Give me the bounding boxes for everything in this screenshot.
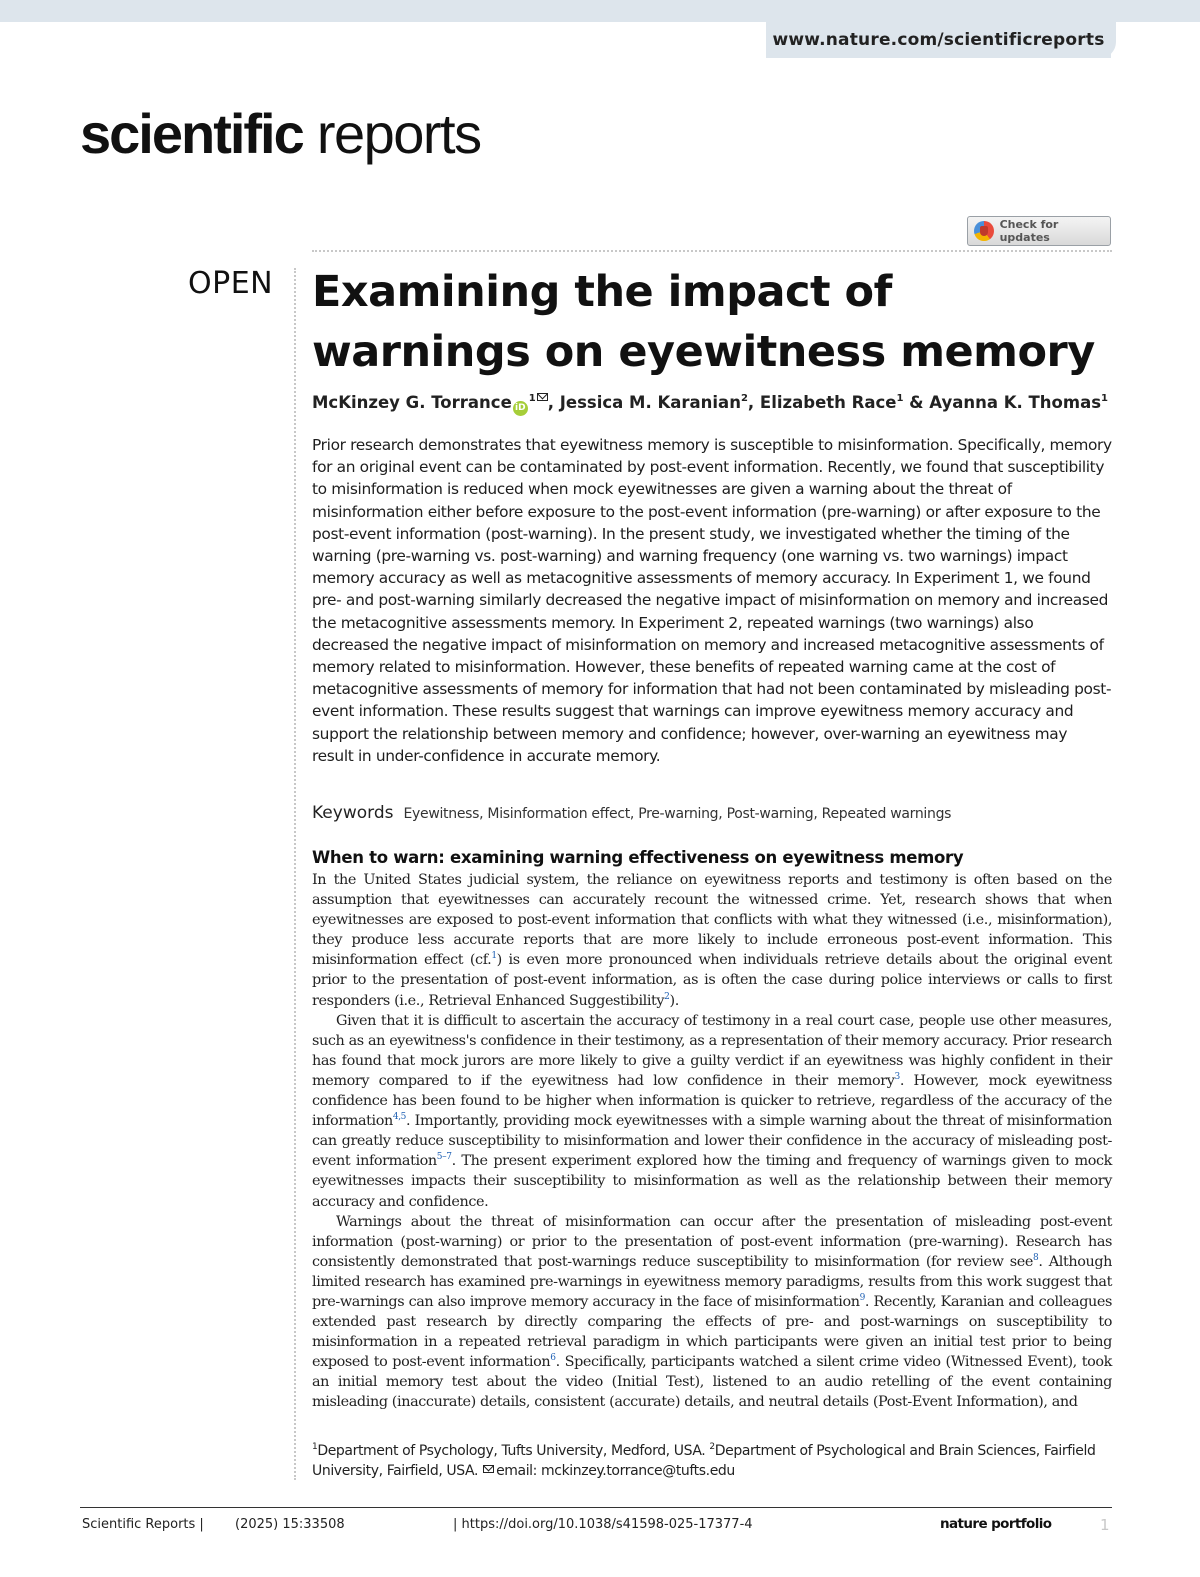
open-access-label: OPEN	[188, 266, 274, 301]
citation-link[interactable]: 8	[1033, 1252, 1039, 1263]
citation-link[interactable]: 6	[550, 1353, 556, 1364]
logo-light-text: reports	[302, 102, 481, 165]
author-name[interactable]: McKinzey G. Torrance	[312, 393, 512, 412]
body-text	[312, 870, 1112, 1413]
keywords	[312, 803, 1112, 823]
article-title: Examining the impact of warnings on eyewitness memory	[312, 267, 1095, 377]
section-heading: When to warn: examining warning effectiveness on eyewitness memory	[312, 848, 964, 867]
author-name[interactable]: , Elizabeth Race	[747, 393, 897, 412]
paragraph: Given that it is difficult to ascertain the accuracy of testimony in a real court case, people use other measures, such as an eyewitness's confidence in their testimony, as a representation of their memory accuracy. Prior research has found that mock jurors are more likely to give a guilty verdict if an eyewitness was highly confident in their memory compared to if the eyewitness had low confidence in their memory$^3$. However, mock eyewitness confidence has been found to be higher when information is quicker to retrieve, regardless of the accuracy of the information$^{4,5}$. Importantly, providing mock eyewitnesses with a simple warning about the threat of misinformation can greatly reduce susceptibility to misinformation and lower their confidence in the accuracy of misleading post-event information$^{5-7}$. The present experiment explored how the timing and frequency of warnings given to mock eyewitnesses impacts their susceptibility to misinformation as well as the relationship between their memory accuracy and confidence.	[312, 1012, 1112, 1210]
affiliation-ref: 1	[1101, 393, 1108, 404]
email-icon[interactable]	[537, 393, 548, 401]
citation-link[interactable]: 4,5	[392, 1112, 407, 1123]
author-name[interactable]: , Jessica M. Karanian	[547, 393, 741, 412]
journal-url-link[interactable]: www.nature.com/scientificreports	[766, 22, 1111, 58]
check-for-updates-label: Check for updates	[999, 218, 1059, 244]
citation-link[interactable]: 9	[859, 1292, 865, 1303]
affiliation-ref: 1	[896, 393, 904, 404]
affiliation-ref: 1	[528, 393, 536, 404]
footer-rule	[80, 1507, 1112, 1508]
orcid-icon[interactable]: iD	[513, 401, 528, 416]
footer-doi-link[interactable]: | https://doi.org/10.1038/s41598-025-17377-4	[453, 1517, 753, 1532]
page-number: 1	[1100, 1516, 1110, 1534]
author-list	[312, 393, 1112, 416]
affiliations: $^1$Department of Psychology, Tufts University, Medford, USA. $^2$Department of Psychological and Brain Sciences, Fairfield University, Fairfield, USA. email: mckinzey.torrance@tufts.edu	[312, 1442, 1096, 1479]
check-for-updates-button[interactable]	[967, 216, 1111, 246]
contact-email-link[interactable]: email: mckinzey.torrance@tufts.edu	[496, 1463, 735, 1479]
abstract: Prior research demonstrates that eyewitness memory is susceptible to misinformation. Specifically, memory for an original event can be contaminated by post-event information. Recently, we found that susceptibility to misinformation is reduced when mock eyewitnesses are given a warning about the threat of misinformation either before exposure to the post-event information (pre-warning) or after exposure to the post-event information (post-warning). In the present study, we investigated whether the timing of the warning (pre-warning vs. post-warning) and warning frequency (one warning vs. two warnings) impact memory accuracy as well as metacognitive assessments of memory accuracy. In Experiment 1, we found pre- and post-warning similarly decreased the negative impact of misinformation on memory and increased the metacognitive assessments memory. In Experiment 2, repeated warnings (two warnings) also decreased the negative impact of misinformation on memory and increased metacognitive assessments of memory related to misinformation. However, these benefits of repeated warning came at the cost of metacognitive assessments of memory for information that had not been contaminated by misleading post-event information. These results suggest that warnings can improve eyewitness memory accuracy and support the relationship between memory and confidence; however, over-warning an eyewitness may result in under-confidence in accurate memory.	[312, 436, 1112, 765]
affiliation-ref: 2	[740, 393, 748, 404]
footer-journal: Scientific Reports |	[82, 1517, 204, 1532]
citation-link[interactable]: 1	[491, 951, 497, 962]
top-band	[0, 0, 1200, 22]
citation-link[interactable]: 3	[894, 1071, 900, 1082]
footer-issue: (2025) 15:33508	[235, 1517, 345, 1532]
logo-bold-text: scientific	[80, 102, 303, 165]
citation-link[interactable]: 5–7	[436, 1152, 452, 1163]
citation-link[interactable]: 2	[664, 991, 670, 1002]
margin-divider	[294, 268, 296, 1480]
header-divider	[312, 250, 1112, 252]
paragraph: Warnings about the threat of misinformation can occur after the presentation of misleading post-event information (post-warning) or prior to the presentation of post-event information (pre-warning). Research has consistently demonstrated that post-warnings reduce susceptibility to misinformation (for review see$^8$. Although limited research has examined pre-warnings in eyewitness memory paradigms, results from this work suggest that pre-warnings can also improve memory accuracy in the face of misinformation$^9$. Recently, Karanian and colleagues extended past research by directly comparing the effects of pre- and post-warnings on susceptibility to misinformation in a repeated retrieval paradigm in which participants were given an initial test prior to being exposed to post-event information$^6$. Specifically, participants watched a silent crime video (Witnessed Event), took an initial memory test about the video (Initial Test), listened to an audio retelling of the event containing misleading (inaccurate) details, consistent (accurate) details, and neutral details (Post-Event Information), and	[312, 1213, 1113, 1411]
nature-portfolio-logo: nature portfolio	[940, 1516, 1052, 1532]
journal-logo[interactable]	[80, 98, 481, 170]
crossmark-icon	[974, 221, 994, 241]
footer	[80, 1517, 1120, 1537]
author-name[interactable]: & Ayanna K. Thomas	[903, 393, 1102, 412]
keywords-label: Keywords	[312, 803, 394, 823]
email-icon	[483, 1465, 494, 1473]
paragraph: In the United States judicial system, the reliance on eyewitness reports and testimony is often based on the assumption that eyewitnesses can accurately recount the witnessed crime. Yet, research shows that when eyewitnesses are exposed to post-event information that conflicts with what they witnessed (i.e., misinformation), they produce less accurate reports that are more likely to include erroneous post-event information. This misinformation effect (cf.$^1$) is even more pronounced when individuals retrieve details about the original event prior to the presentation of post-event information, as is often the case during police interviews or calls to first responders (i.e., Retrieval Enhanced Suggestibility$^2$).	[312, 872, 1112, 1009]
keywords-list: Eyewitness, Misinformation effect, Pre-warning, Post-warning, Repeated warnings	[403, 806, 952, 822]
